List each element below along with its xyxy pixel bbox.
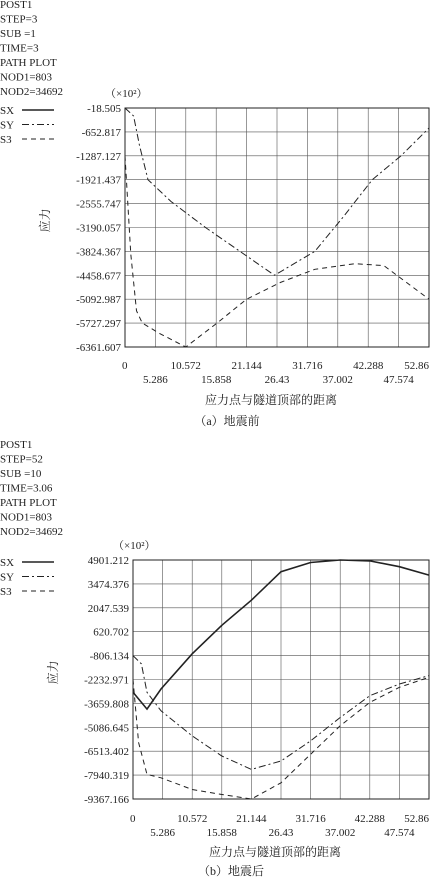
x-tick-label: 0	[130, 813, 136, 825]
info-line: STEP=52	[0, 453, 43, 466]
x-tick-label: 31.716	[292, 360, 323, 372]
y-tick-label: -1921.437	[76, 174, 121, 187]
x-tick-label: 15.858	[206, 827, 237, 839]
y-tick-label: -3190.057	[76, 222, 121, 235]
x-tick-label: 21.144	[231, 360, 262, 372]
y-tick-label: 3474.376	[87, 578, 129, 591]
x-tick-label: 42.288	[353, 360, 384, 372]
y-tick-label: -3824.367	[76, 246, 121, 259]
x-axis-label: 应力点与隧道顶部的距离	[204, 393, 338, 407]
y-tick-label: -806.134	[89, 650, 129, 663]
chart-a	[0, 0, 430, 428]
x-tick-label: 10.572	[170, 360, 201, 372]
x-axis-label: 应力点与隧道顶部的距离	[208, 845, 342, 859]
info-line: TIME=3.06	[0, 482, 53, 495]
y-tick-label: -9367.166	[84, 794, 129, 806]
info-line: NOD1=803	[0, 71, 53, 84]
x-tick-label: 26.43	[268, 827, 294, 839]
chart-b	[0, 439, 430, 877]
legend-label: SY	[0, 119, 15, 132]
x-tick-label: 37.002	[322, 374, 353, 386]
x-tick-label: 21.144	[236, 813, 267, 825]
y-tick-label: -18.505	[87, 103, 121, 115]
legend-label: SX	[0, 557, 15, 569]
x-tick-label: 52.86	[404, 360, 429, 372]
scale-label: （×10²）	[113, 540, 156, 552]
y-tick-label: -6361.607	[76, 342, 121, 354]
scale-label: （×10²）	[105, 88, 148, 100]
y-tick-label: -1287.127	[76, 150, 121, 163]
x-tick-label: 15.858	[201, 374, 232, 386]
x-tick-label: 52.86	[404, 813, 429, 825]
x-tick-label: 42.288	[354, 813, 385, 825]
info-line: POST1	[0, 439, 33, 451]
info-line: SUB =1	[0, 28, 36, 40]
x-tick-label: 0	[122, 360, 128, 372]
figure-caption: （a）地震前	[194, 414, 260, 428]
x-tick-label: 26.43	[264, 374, 290, 386]
y-tick-label: -5727.297	[76, 318, 121, 331]
x-tick-label: 47.574	[384, 827, 415, 839]
info-line: SUB =10	[0, 468, 42, 480]
y-tick-label: -5092.987	[76, 294, 121, 307]
x-tick-label: 47.574	[383, 374, 414, 386]
y-tick-label: 620.702	[93, 626, 129, 639]
info-line: NOD2=34692	[0, 86, 64, 98]
x-tick-label: 37.002	[325, 827, 356, 839]
x-tick-label: 10.572	[177, 813, 208, 825]
y-tick-label: 4901.212	[87, 555, 129, 567]
y-axis-label: 应力	[38, 208, 52, 233]
info-line: NOD2=34692	[0, 526, 64, 538]
legend-label: SY	[0, 571, 15, 584]
info-line: PATH PLOT	[0, 57, 57, 69]
y-tick-label: -5086.645	[84, 722, 129, 735]
info-line: POST1	[0, 0, 33, 11]
info-line: PATH PLOT	[0, 497, 57, 509]
figure-caption: （b）地震后	[197, 864, 265, 877]
y-tick-label: -652.817	[81, 126, 121, 139]
legend-label: SX	[0, 105, 15, 117]
legend-label: S3	[0, 586, 12, 598]
y-tick-label: -6513.402	[84, 746, 129, 759]
y-tick-label: -4458.677	[76, 270, 121, 283]
info-line: NOD1=803	[0, 511, 53, 524]
y-tick-label: -2232.971	[84, 674, 129, 687]
y-tick-label: 2047.539	[87, 602, 129, 615]
info-line: STEP=3	[0, 13, 38, 26]
y-tick-label: -3659.808	[84, 698, 129, 711]
info-line: TIME=3	[0, 42, 39, 55]
y-tick-label: -2555.747	[76, 198, 121, 211]
y-axis-label: 应力	[46, 660, 60, 685]
legend-label: S3	[0, 134, 12, 146]
x-tick-label: 5.286	[143, 374, 168, 386]
x-tick-label: 5.286	[150, 827, 175, 839]
y-tick-label: -7940.319	[84, 770, 129, 783]
x-tick-label: 31.716	[295, 813, 326, 825]
